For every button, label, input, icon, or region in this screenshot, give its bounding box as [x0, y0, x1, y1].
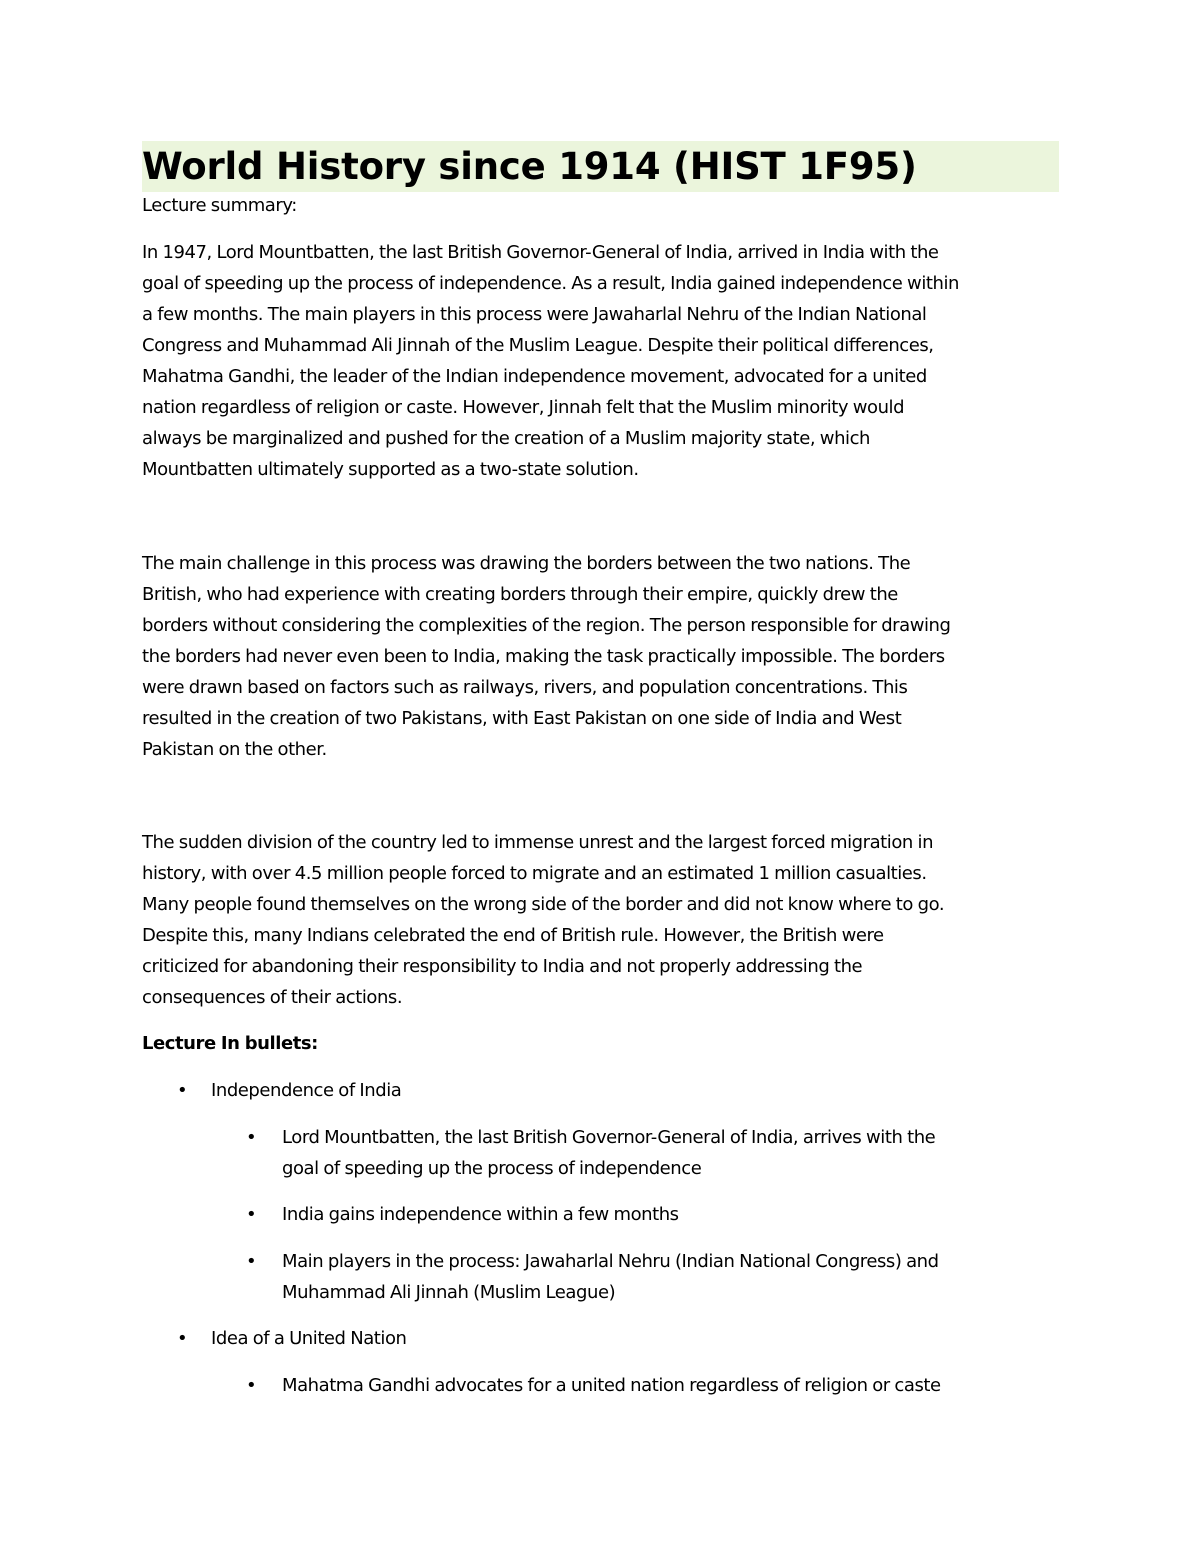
- paragraph-line: goal of speeding up the process of independence. As a result, India gained independence within: [142, 273, 959, 294]
- bullet-text: India gains independence within a few months: [282, 1204, 679, 1225]
- bullet-icon: •: [246, 1127, 257, 1148]
- paragraph-line: borders without considering the complexities of the region. The person responsible for drawing: [142, 615, 951, 636]
- paragraph-line: always be marginalized and pushed for the creation of a Muslim majority state, which: [142, 428, 870, 449]
- paragraph-line: criticized for abandoning their responsibility to India and not properly addressing the: [142, 956, 863, 977]
- paragraph-line: Pakistan on the other.: [142, 739, 327, 760]
- lecture-summary-label: Lecture summary:: [142, 195, 297, 216]
- bullet-text: Mahatma Gandhi advocates for a united nation regardless of religion or caste: [282, 1375, 941, 1396]
- bullet-item-level-2: [246, 1246, 939, 1308]
- paragraph-line: history, with over 4.5 million people forced to migrate and an estimated 1 million casualties.: [142, 863, 927, 884]
- bullet-item-level-1: [177, 1323, 407, 1354]
- paragraph-line: Mahatma Gandhi, the leader of the Indian independence movement, advocated for a united: [142, 366, 927, 387]
- paragraph-line: the borders had never even been to India, making the task practically impossible. The borders: [142, 646, 945, 667]
- lecture-bullets-heading: Lecture In bullets:: [142, 1033, 318, 1054]
- bullet-text: Idea of a United Nation: [211, 1328, 407, 1349]
- paragraph-line: nation regardless of religion or caste. However, Jinnah felt that the Muslim minority would: [142, 397, 905, 418]
- bullet-icon: •: [177, 1328, 188, 1349]
- paragraph-line: The main challenge in this process was drawing the borders between the two nations. The: [142, 553, 911, 574]
- bullet-item-level-1: [177, 1075, 402, 1106]
- paragraph-line: resulted in the creation of two Pakistans, with East Pakistan on one side of India and West: [142, 708, 902, 729]
- bullet-icon: •: [246, 1251, 257, 1272]
- bullet-text: Muhammad Ali Jinnah (Muslim League): [282, 1282, 616, 1303]
- summary-paragraph-3: [142, 827, 1067, 1013]
- paragraph-line: a few months. The main players in this process were Jawaharlal Nehru of the Indian National: [142, 304, 927, 325]
- paragraph-line: British, who had experience with creating borders through their empire, quickly drew the: [142, 584, 898, 605]
- paragraph-line: Despite this, many Indians celebrated the end of British rule. However, the British were: [142, 925, 884, 946]
- summary-paragraph-1: [142, 237, 1067, 485]
- paragraph-line: In 1947, Lord Mountbatten, the last British Governor-General of India, arrived in India with the: [142, 242, 939, 263]
- bullet-text: goal of speeding up the process of independence: [282, 1158, 702, 1179]
- bullet-icon: •: [246, 1204, 257, 1225]
- summary-paragraph-2: [142, 548, 1067, 765]
- paragraph-line: The sudden division of the country led to immense unrest and the largest forced migration in: [142, 832, 934, 853]
- bullet-item-level-2: [246, 1370, 941, 1401]
- bullet-item-level-2: [246, 1122, 936, 1184]
- paragraph-line: Many people found themselves on the wrong side of the border and did not know where to go.: [142, 894, 945, 915]
- bullet-text: Lord Mountbatten, the last British Governor-General of India, arrives with the: [282, 1127, 936, 1148]
- paragraph-line: Congress and Muhammad Ali Jinnah of the Muslim League. Despite their political differences,: [142, 335, 934, 356]
- paragraph-line: Mountbatten ultimately supported as a two-state solution.: [142, 459, 639, 480]
- bullet-icon: •: [177, 1080, 188, 1101]
- bullet-icon: •: [246, 1375, 257, 1396]
- bullet-item-level-2: [246, 1199, 679, 1230]
- paragraph-line: consequences of their actions.: [142, 987, 403, 1008]
- bullet-text: Independence of India: [211, 1080, 402, 1101]
- bullet-text: Main players in the process: Jawaharlal Nehru (Indian National Congress) and: [282, 1251, 939, 1272]
- page-title: World History since 1914 (HIST 1F95): [142, 145, 917, 188]
- paragraph-line: were drawn based on factors such as railways, rivers, and population concentrations. This: [142, 677, 908, 698]
